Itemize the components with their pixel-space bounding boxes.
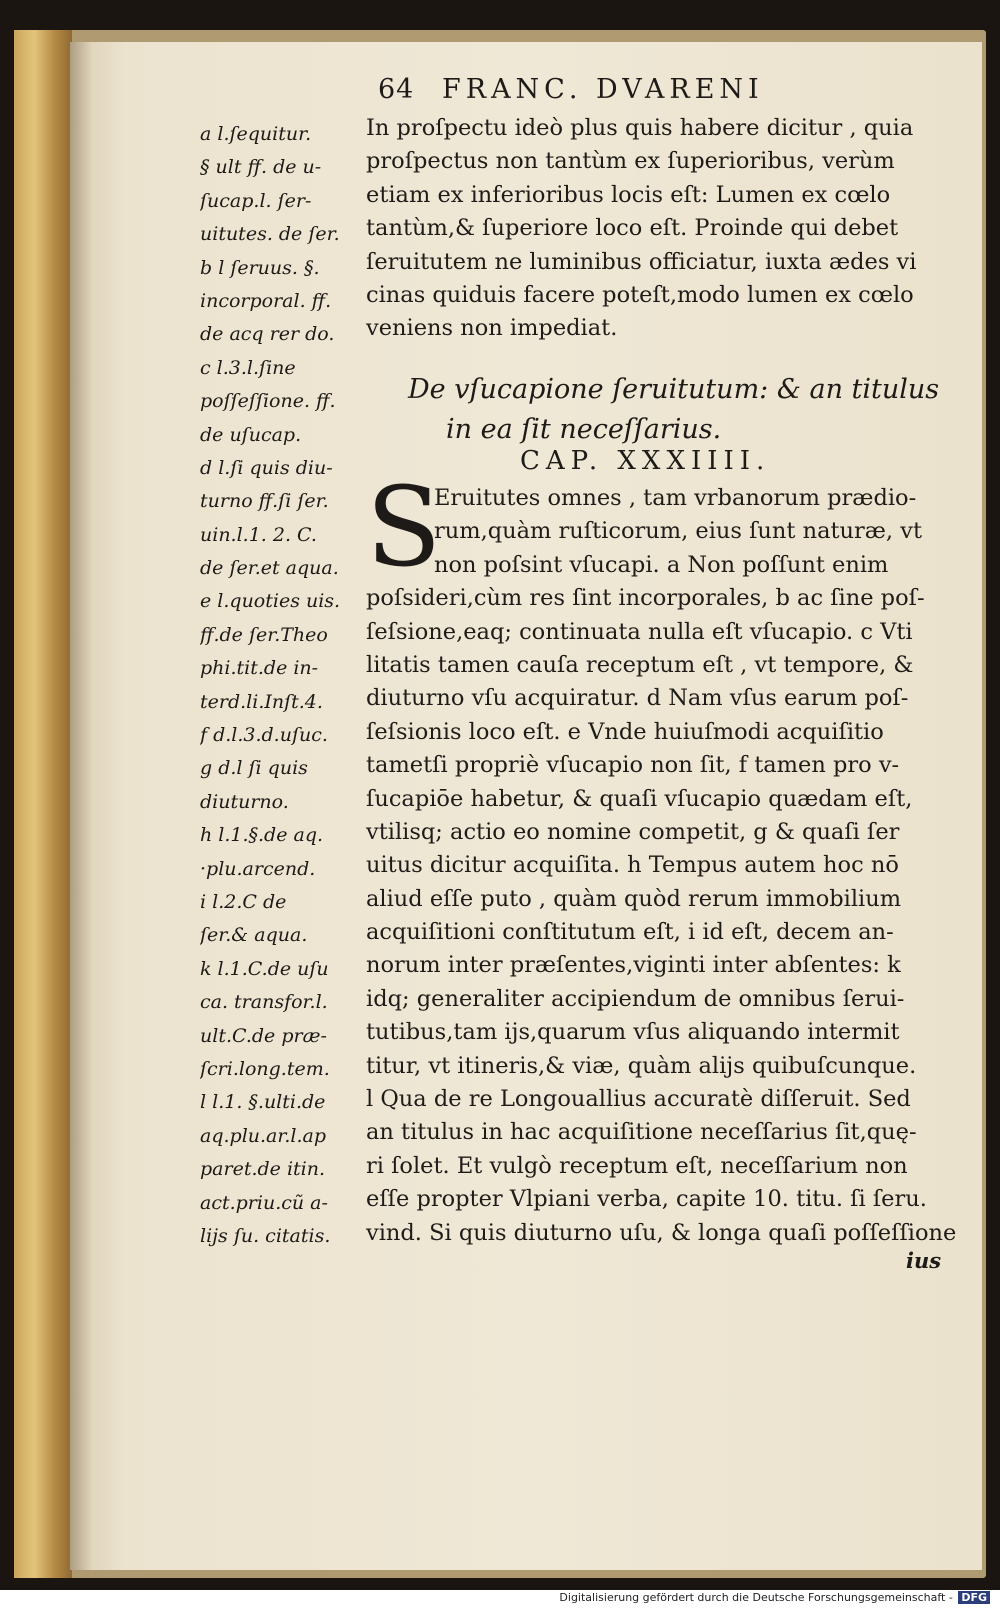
chapter-heading: CAP. XXXIIII. — [520, 446, 771, 476]
paragraph-2 — [366, 482, 974, 1250]
margin-note: ca. transfor.l. — [200, 991, 328, 1014]
margin-note: l l.1. §.ulti.de — [200, 1091, 326, 1114]
text-line: ſeruitutem ne luminibus officiatur, iuxta ædes vi — [366, 248, 917, 275]
text-line: non poſsint vſucapi. a Non poſſunt enim — [434, 551, 889, 578]
margin-note: ſucap.l. ſer- — [200, 189, 312, 212]
margin-note: c l.3.l.ſine — [200, 356, 296, 379]
page-header — [378, 74, 858, 114]
margin-note: terd.li.Inſt.4. — [200, 690, 323, 713]
subtitle-line: De vſucapione ſeruitutum: & an titulus — [408, 374, 940, 405]
text-line: an titulus in hac acquiſitione neceſſarius ſit,quę- — [366, 1119, 917, 1146]
paragraph-1 — [366, 112, 974, 346]
margin-note: b l ſeruus. §. — [200, 256, 320, 279]
text-line: l Qua de re Longouallius accuratè diſſeruit. Sed — [366, 1086, 911, 1113]
margin-note: poſſeſſione. ff. — [200, 390, 336, 413]
digitization-credit — [559, 1591, 990, 1604]
margin-note: ff.de ſer.Theo — [200, 623, 328, 646]
running-head: FRANC. DVARENI — [442, 74, 764, 105]
margin-note: d l.ſi quis diu- — [200, 456, 333, 479]
text-line: uitus dicitur acquiſita. h Tempus autem hoc nō — [366, 852, 899, 879]
margin-note: ·plu.arcend. — [200, 857, 316, 880]
margin-note: incorporal. ff. — [200, 289, 332, 312]
margin-note: lijs ſu. citatis. — [200, 1224, 331, 1247]
text-line: proſpectus non tantùm ex ſuperioribus, verùm — [366, 148, 895, 175]
text-line: etiam ex inferioribus locis eſt: Lumen ex cœlo — [366, 181, 891, 208]
margin-note: phi.tit.de in- — [200, 657, 319, 680]
text-line: aliud eſſe puto , quàm quòd rerum immobilium — [366, 885, 902, 912]
margin-note: diuturno. — [200, 790, 289, 813]
margin-note: de acq rer do. — [200, 323, 335, 346]
margin-notes — [200, 118, 368, 1253]
margin-note: ſcri.long.tem. — [200, 1057, 330, 1080]
margin-note: ult.C.de præ- — [200, 1024, 327, 1047]
text-line: In proſpectu ideò plus quis habere dicitur , quia — [366, 115, 914, 141]
margin-note: a l.ſequitur. — [200, 123, 312, 145]
subtitle-line: in ea ſit neceſſarius. — [446, 414, 722, 445]
text-line: tantùm,& ſuperiore loco eſt. Proinde qui debet — [366, 215, 899, 242]
text-line: vind. Si quis diuturno uſu, & longa quaſi poſſeſſione — [366, 1219, 957, 1246]
margin-note: uitutes. de ſer. — [200, 223, 340, 246]
margin-note: k l.1.C.de uſu — [200, 957, 329, 980]
margin-note: i l.2.C de — [200, 890, 287, 913]
text-line: ſeſsionis loco eſt. e Vnde huiuſmodi acquiſitio — [366, 718, 884, 745]
text-line: cinas quiduis facere poteſt,modo lumen ex cœlo — [366, 281, 914, 308]
text-line: rum,quàm ruſticorum, eius ſunt naturæ, vt — [434, 518, 922, 545]
margin-note: uin.l.1. 2. C. — [200, 523, 317, 546]
text-line: titur, vt itineris,& viæ, quàm alijs quibuſcunque. — [366, 1052, 917, 1079]
margin-note: de ſer.et aqua. — [200, 557, 339, 580]
page-number: 64 — [378, 74, 415, 105]
dfg-logo: DFG — [958, 1591, 990, 1604]
text-line: ſucapiōe habetur, & quaſi vſucapio quædam eſt, — [366, 785, 913, 812]
text-line: Eruitutes omnes , tam vrbanorum prædio- — [434, 485, 917, 511]
text-line: ri ſolet. Et vulgò receptum eſt, neceſſarium non — [366, 1152, 908, 1179]
text-line: litatis tamen cauſa receptum eſt , vt tempore, & — [366, 651, 914, 678]
chapter-subtitle — [408, 370, 978, 450]
catchword: ius — [906, 1248, 942, 1273]
margin-note: paret.de itin. — [200, 1158, 326, 1181]
margin-note: turno ff.ſi ſer. — [200, 490, 329, 513]
text-line: acquiſitioni conſtitutum eſt, i id eſt, decem an- — [366, 919, 894, 946]
text-line: eſſe propter Vlpiani verba, capite 10. titu. ſi ſeru. — [366, 1186, 927, 1213]
text-line: norum inter præſentes,viginti inter abſentes: k — [366, 952, 901, 979]
text-line: veniens non impediat. — [366, 315, 618, 342]
margin-note: de uſucap. — [200, 423, 302, 446]
margin-note: ſer.& aqua. — [200, 924, 308, 947]
drop-cap: S — [366, 463, 442, 591]
text-line: tutibus,tam ijs,quarum vſus aliquando intermit — [366, 1019, 900, 1046]
text-line: ſeſsione,eaq; continuata nulla eſt vſucapio. c Vti — [366, 618, 913, 645]
margin-note: h l.1.§.de aq. — [200, 824, 324, 847]
margin-note: f d.l.3.d.uſuc. — [200, 724, 328, 747]
text-line: tametſi propriè vſucapio non ſit, f tamen pro v- — [366, 752, 900, 779]
margin-note: g d.l ſi quis — [200, 757, 308, 780]
margin-note: act.priu.cũ a- — [200, 1191, 328, 1214]
gilt-page-edges — [14, 30, 72, 1578]
text-line: vtilisq; actio eo nomine competit, g & quaſi ſer — [366, 818, 900, 845]
margin-note: e l.quoties uis. — [200, 590, 341, 613]
margin-note: aq.plu.ar.l.ap — [200, 1124, 327, 1147]
text-line: poſsideri,cùm res ſint incorporales, b ac ſine poſ- — [366, 585, 925, 612]
text-line: idq; generaliter accipiendum de omnibus ſerui- — [366, 985, 905, 1012]
gutter-shadow — [70, 42, 92, 1570]
text-line: diuturno vſu acquiratur. d Nam vſus earum poſ- — [366, 685, 909, 712]
margin-note: § ult ff. de u- — [200, 156, 322, 179]
credit-text: Digitalisierung gefördert durch die Deutsche Forschungsgemeinschaft - — [559, 1591, 953, 1604]
